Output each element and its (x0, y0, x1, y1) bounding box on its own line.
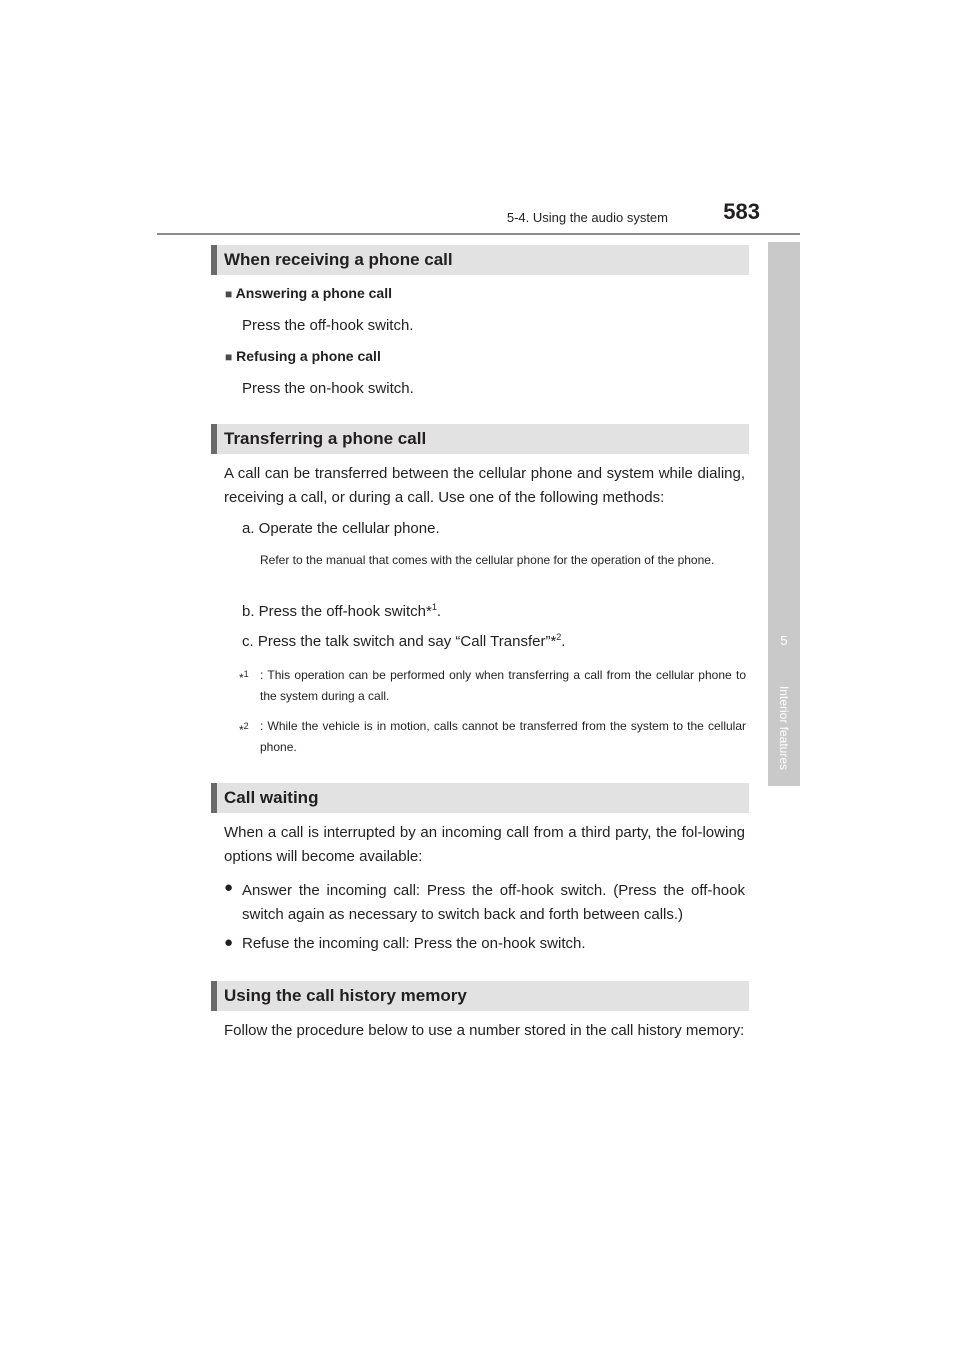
method-c (242, 632, 565, 650)
page-number: 583 (723, 199, 760, 224)
chapter-tab-number: 5 (780, 633, 788, 648)
section-heading-transferring (211, 424, 749, 454)
section-heading-call-history (211, 981, 749, 1011)
section-title: Transferring a phone call (224, 429, 427, 448)
call-waiting-option-refuse: Refuse the incoming call: Press the on-hook switch. (242, 935, 586, 952)
method-b-end: . (436, 603, 442, 620)
square-bullet-icon: ■ (225, 350, 233, 364)
section-title: When receiving a phone call (224, 250, 453, 269)
refuse-instruction: Press the on-hook switch. (242, 380, 414, 397)
chapter-tab-label: Interior features (777, 685, 791, 771)
section-heading-receiving (211, 245, 749, 275)
footnote-number: 2 (243, 721, 249, 731)
method-b-text: b. Press the off-hook switch* (242, 603, 432, 620)
bullet-dot-icon: ● (224, 879, 234, 896)
method-a: a. Operate the cellular phone. (242, 520, 440, 537)
running-header: 5-4. Using the audio system (506, 210, 668, 225)
call-history-intro: Follow the procedure below to use a number stored in the call history memory: (224, 1022, 745, 1039)
footnote-1-mark (239, 664, 259, 689)
method-c-end: . (561, 633, 566, 650)
bullet-dot-icon: ● (224, 934, 234, 951)
method-b (242, 602, 441, 620)
footnote-2-mark (239, 716, 259, 741)
section-title: Using the call history memory (224, 986, 467, 1005)
subheading-text: Answering a phone call (235, 285, 392, 301)
call-waiting-option-answer: Answer the incoming call: Press the off-hook switch. (Press the off-hook switch again as necessary to switch back and forth between calls.) (242, 882, 745, 923)
call-waiting-intro: When a call is interrupted by an incoming call from a third party, the fol-lowing options will become available: (224, 824, 745, 865)
answer-instruction: Press the off-hook switch. (242, 317, 414, 334)
subheading-answering (225, 285, 392, 301)
method-a-note: Refer to the manual that comes with the cellular phone for the operation of the phone. (260, 553, 715, 567)
footnote-star: * (239, 671, 244, 685)
method-c-text: c. Press the talk switch and say “Call Transfer”* (242, 633, 557, 650)
subheading-refusing (225, 348, 381, 364)
footnote-1: : This operation can be performed only when transferring a call from the cellular phone to the system during a call. (260, 668, 746, 703)
footnote-number: 1 (243, 669, 249, 679)
header-rule (157, 233, 800, 235)
subheading-text: Refusing a phone call (236, 348, 381, 364)
footnote-star: * (239, 723, 244, 737)
section-title: Call waiting (224, 788, 319, 807)
transfer-intro: A call can be transferred between the cellular phone and system while dialing, receiving a call, or during a call. Use one of the following methods: (224, 465, 745, 506)
footnote-ref: 1 (431, 602, 437, 612)
footnote-ref: 2 (556, 632, 562, 642)
footnote-2: : While the vehicle is in motion, calls cannot be transferred from the system to the cellular phone. (260, 719, 746, 754)
section-heading-call-waiting (211, 783, 749, 813)
square-bullet-icon: ■ (225, 287, 233, 301)
